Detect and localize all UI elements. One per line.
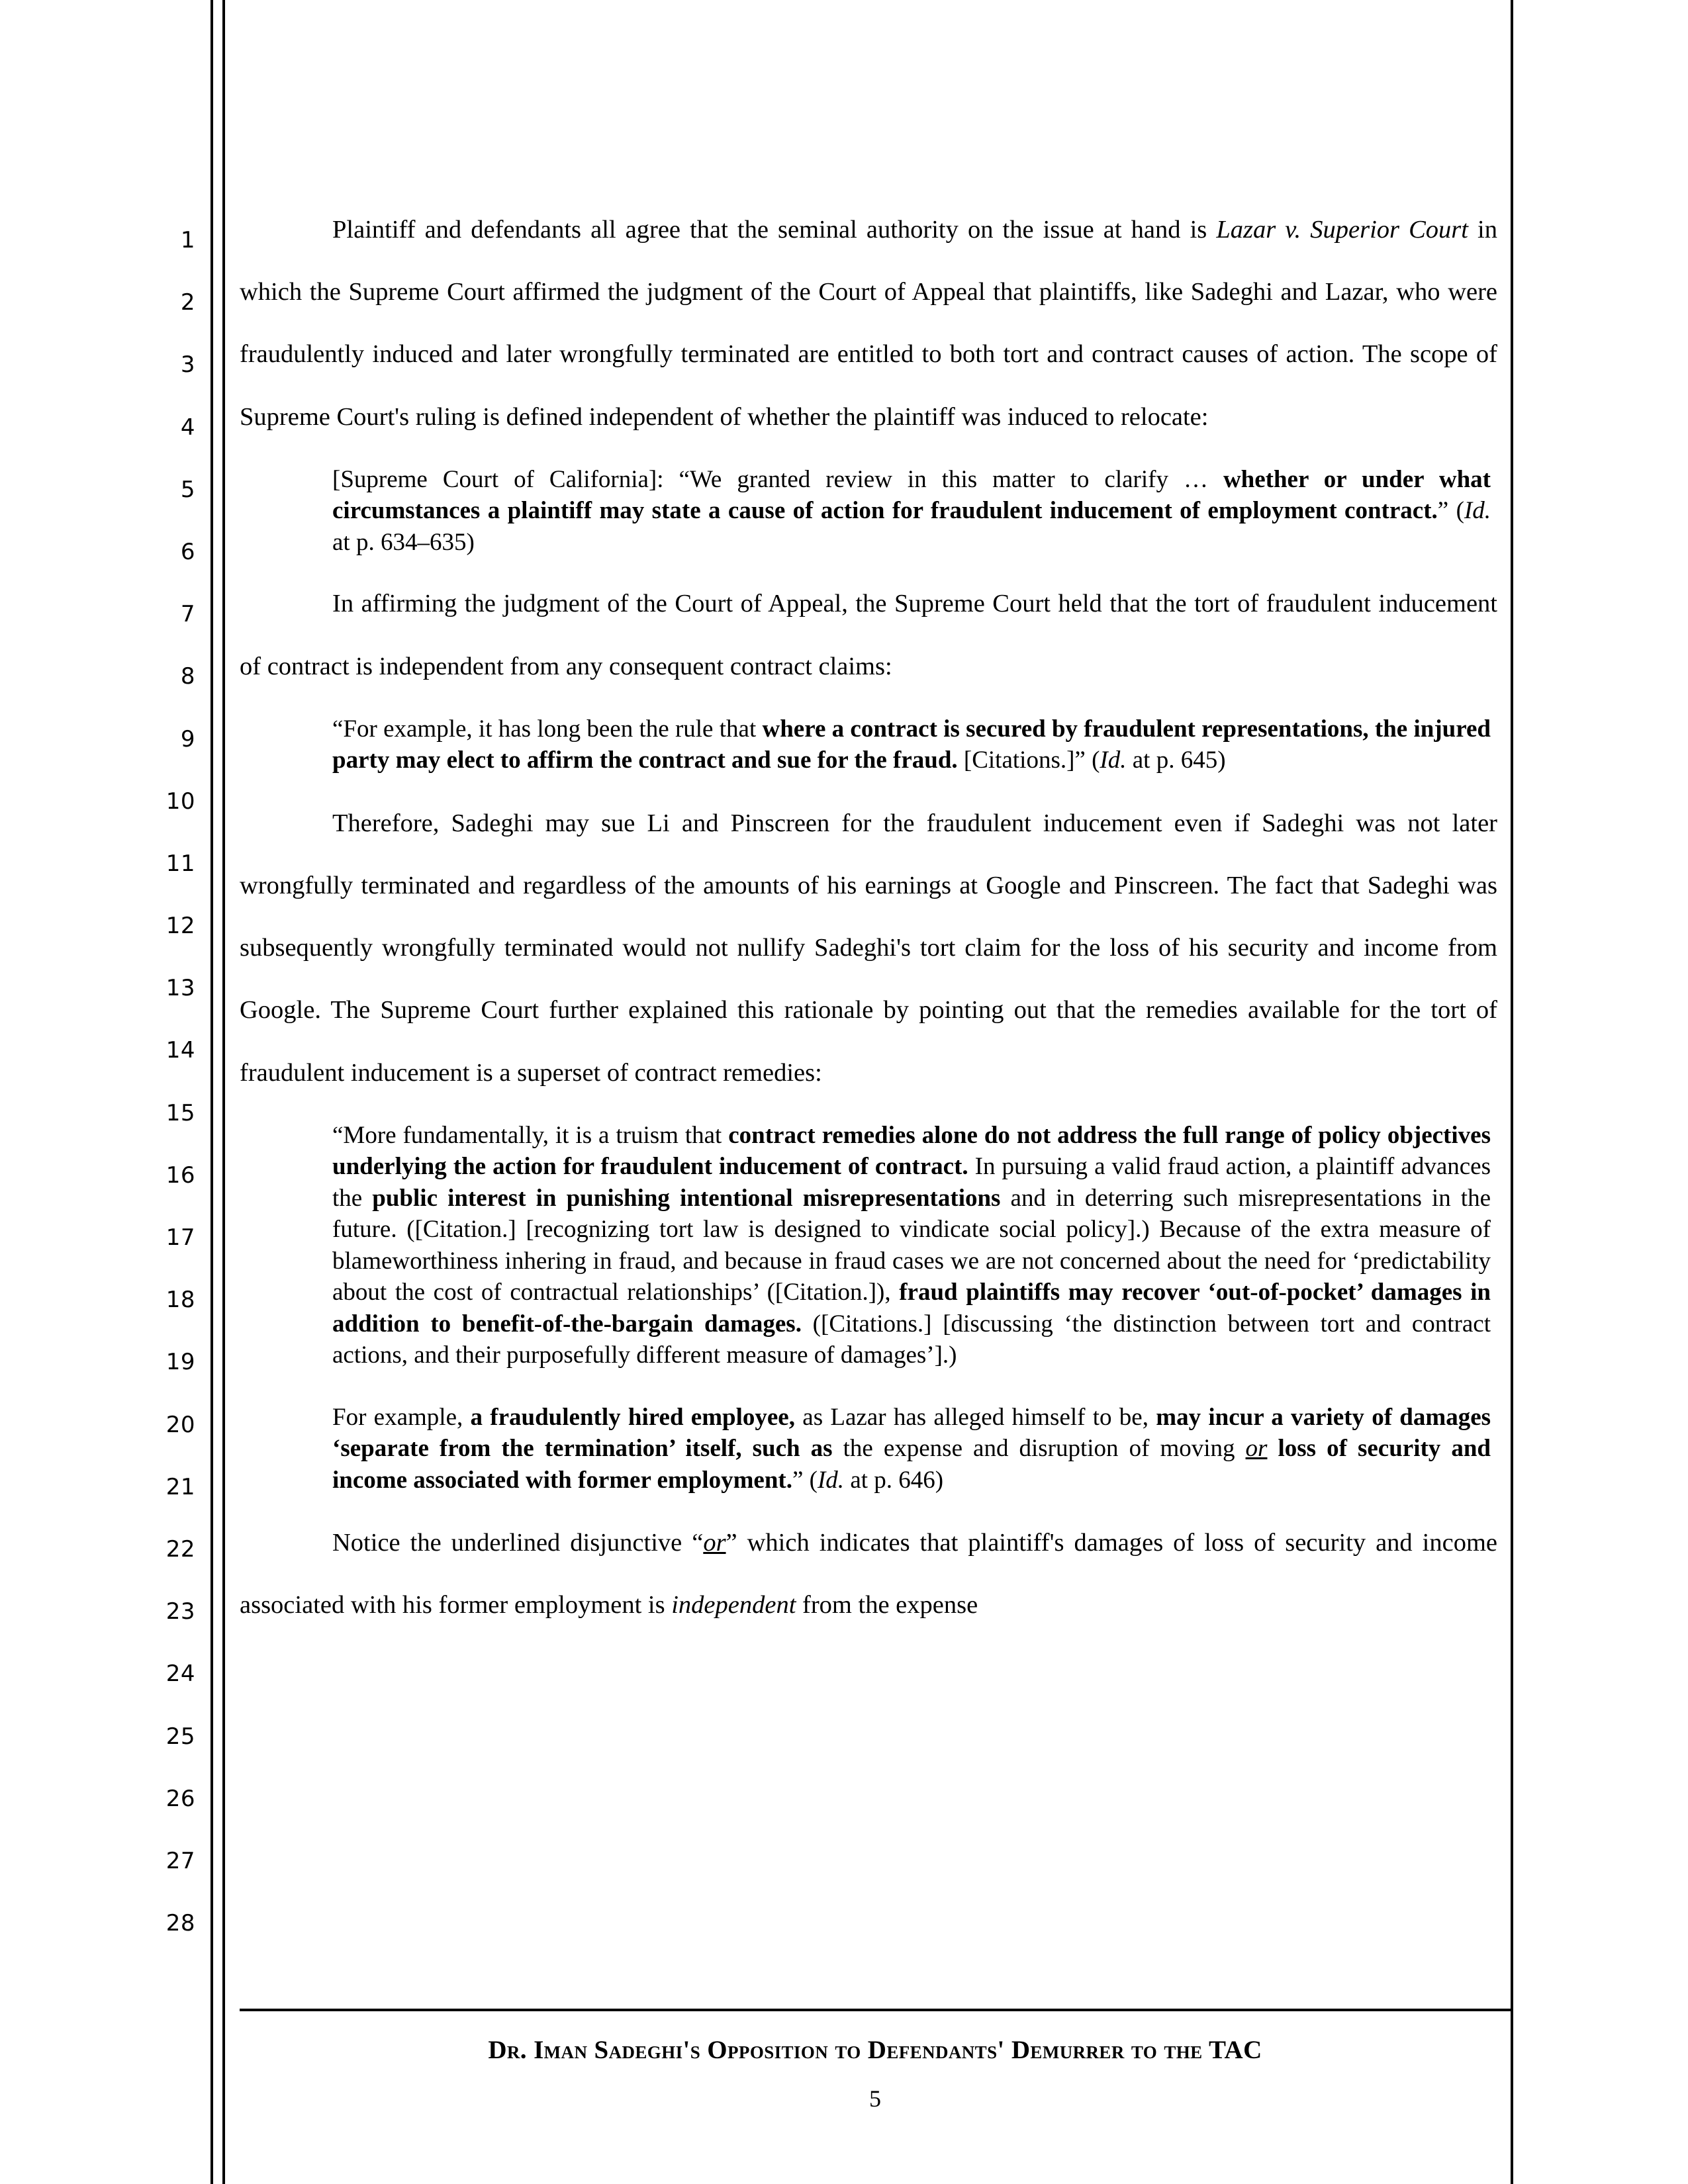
text-run: Notice the underlined disjunctive “ (332, 1529, 704, 1557)
id-citation: Id. (1100, 747, 1127, 774)
line-number: 14 (165, 1037, 195, 1064)
text-run: and in deterring such misrepresentations in the future. ([Citation.] [recognizing tort law is designed to vindicate social policy].) Because of the extra measure of blameworthiness inhering in fraud, and because in fraud cases we are not concerned about the need for ‘predictability about the cost of contractual relationships’ ([Citation.]), (332, 1184, 1491, 1306)
line-number: 21 (165, 1473, 195, 1500)
blockquote-more-fundamentally (240, 1120, 1497, 1371)
paragraph-affirming-judgment (240, 572, 1497, 697)
emphasis-run: fraud plaintiffs may recover ‘out-of-pocket’ damages in addition to benefit-of-the-bargain damages. (332, 1279, 1491, 1338)
left-outer-rule (211, 0, 213, 2184)
text-run: at p. 645) (1126, 747, 1226, 774)
line-number: 5 (180, 476, 195, 503)
line-number: 1 (180, 227, 195, 253)
text-run: in which the Supreme Court affirmed the judgment of the Court of Appeal that plaintiffs, like Sadeghi and Lazar, who were fraudulently induced and later wrongfully terminated are entitled to both tort and contract causes of action. The scope of Supreme Court's ruling is defined independent of whether the plaintiff was induced to relocate: (240, 216, 1497, 431)
line-number: 19 (165, 1349, 195, 1376)
line-number: 25 (165, 1723, 195, 1750)
blockquote-supreme-court-review (240, 464, 1497, 559)
line-number: 10 (165, 788, 195, 815)
text-run: For example, (332, 1403, 471, 1431)
line-number: 18 (165, 1287, 195, 1314)
text-run: ” which indicates that plaintiff's damages of loss of security and income associated with his former employment is (240, 1529, 1497, 1619)
line-number: 12 (165, 913, 195, 940)
right-margin-rule (1511, 0, 1513, 2184)
emphasis-run: loss of security and income associated with former employment. (332, 1435, 1491, 1494)
blockquote-fraudulently-hired-employee (240, 1402, 1497, 1496)
line-number: 22 (165, 1535, 195, 1563)
text-run: Plaintiff and defendants all agree that the seminal authority on the issue at hand is (332, 216, 1217, 244)
id-citation: Id. (1464, 497, 1491, 525)
line-number: 3 (180, 351, 195, 379)
emphasis-run: may incur a variety of damages ‘separate from the termination’ itself, such as (332, 1403, 1491, 1463)
emphasis-independent: independent (671, 1591, 796, 1619)
text-run: ” ( (792, 1466, 818, 1494)
line-number: 9 (180, 725, 195, 752)
paragraph-lazar-authority (240, 199, 1497, 448)
text-run: “More fundamentally, it is a truism that (332, 1121, 729, 1149)
text-run: from the expense (796, 1591, 978, 1619)
case-citation-lazar: Lazar v. Superior Court (1216, 216, 1468, 244)
text-run: at p. 634–635) (332, 528, 475, 556)
line-number: 6 (180, 538, 195, 565)
line-number: 26 (165, 1785, 195, 1812)
emphasis-run: contract remedies alone do not address the full range of policy objectives underlying the action for fraudulent inducement of contract. (332, 1121, 1491, 1181)
text-run: “For example, it has long been the rule that (332, 715, 763, 743)
line-number-gutter (119, 209, 195, 1954)
line-number: 8 (180, 663, 195, 690)
line-number: 23 (165, 1598, 195, 1625)
page-number: 5 (869, 2085, 881, 2112)
text-run: In pursuing a valid fraud action, a plaintiff advances the (332, 1153, 1491, 1212)
body-text-column (240, 199, 1497, 1637)
paragraph-notice-disjunctive (240, 1512, 1497, 1636)
blockquote-contract-secured-fraud (240, 713, 1497, 776)
text-run: as Lazar has alleged himself to be, (795, 1403, 1156, 1431)
line-number: 27 (165, 1847, 195, 1874)
emphasis-run: a fraudulently hired employee, (470, 1403, 795, 1431)
emphasis-run: where a contract is secured by fraudulent representations, the injured party may elect to affirm the contract and sue for the fraud. (332, 715, 1491, 774)
line-number: 16 (165, 1161, 195, 1189)
footer-document-title: Dr. Iman Sadeghi's Opposition to Defendants' Demurrer to the TAC (488, 2036, 1262, 2064)
text-run: [Citations.]” ( (957, 747, 1100, 774)
text-run: the expense and disruption of moving (832, 1435, 1246, 1463)
line-number: 24 (165, 1661, 195, 1688)
underlined-disjunctive-or: or (703, 1529, 726, 1557)
line-number: 13 (165, 975, 195, 1002)
line-number: 4 (180, 414, 195, 441)
id-citation: Id. (817, 1466, 845, 1494)
left-inner-rule (222, 0, 225, 2184)
underlined-disjunctive-or: or (1245, 1435, 1268, 1463)
line-number: 7 (180, 601, 195, 628)
text-run: [Supreme Court of California]: “We granted review in this matter to clarify … (332, 465, 1223, 493)
text-run: ([Citations.] [discussing ‘the distinction between tort and contract actions, and their purposefully different measure of damages’].) (332, 1310, 1491, 1369)
line-number: 28 (165, 1910, 195, 1937)
line-number: 15 (165, 1099, 195, 1126)
line-number: 11 (165, 850, 195, 877)
line-number: 20 (165, 1411, 195, 1438)
line-number: 17 (165, 1224, 195, 1251)
emphasis-run: whether or under what circumstances a plaintiff may state a cause of action for fraudulent inducement of employment contract. (332, 465, 1491, 525)
text-run: ” ( (1437, 497, 1464, 525)
footer-divider (240, 2009, 1511, 2011)
text-run: Therefore, Sadeghi may sue Li and Pinscreen for the fraudulent inducement even if Sadeghi was not later wrongfully terminated and regardless of the amounts of his earnings at Google and Pinscreen. The fact that Sadeghi was subsequently wrongfully terminated would not nullify Sadeghi's tort claim for the loss of his security and income from Google. The Supreme Court further explained this rationale by pointing out that the remedies available for the tort of fraudulent inducement is a superset of contract remedies: (240, 809, 1497, 1087)
text-run: In affirming the judgment of the Court of Appeal, the Supreme Court held that the tort of fraudulent inducement of contract is independent from any consequent contract claims: (240, 590, 1497, 680)
emphasis-run: public interest in punishing intentional misrepresentations (372, 1184, 1001, 1212)
paragraph-therefore-sadeghi (240, 792, 1497, 1104)
text-run: at p. 646) (844, 1466, 944, 1494)
line-number: 2 (180, 289, 195, 316)
